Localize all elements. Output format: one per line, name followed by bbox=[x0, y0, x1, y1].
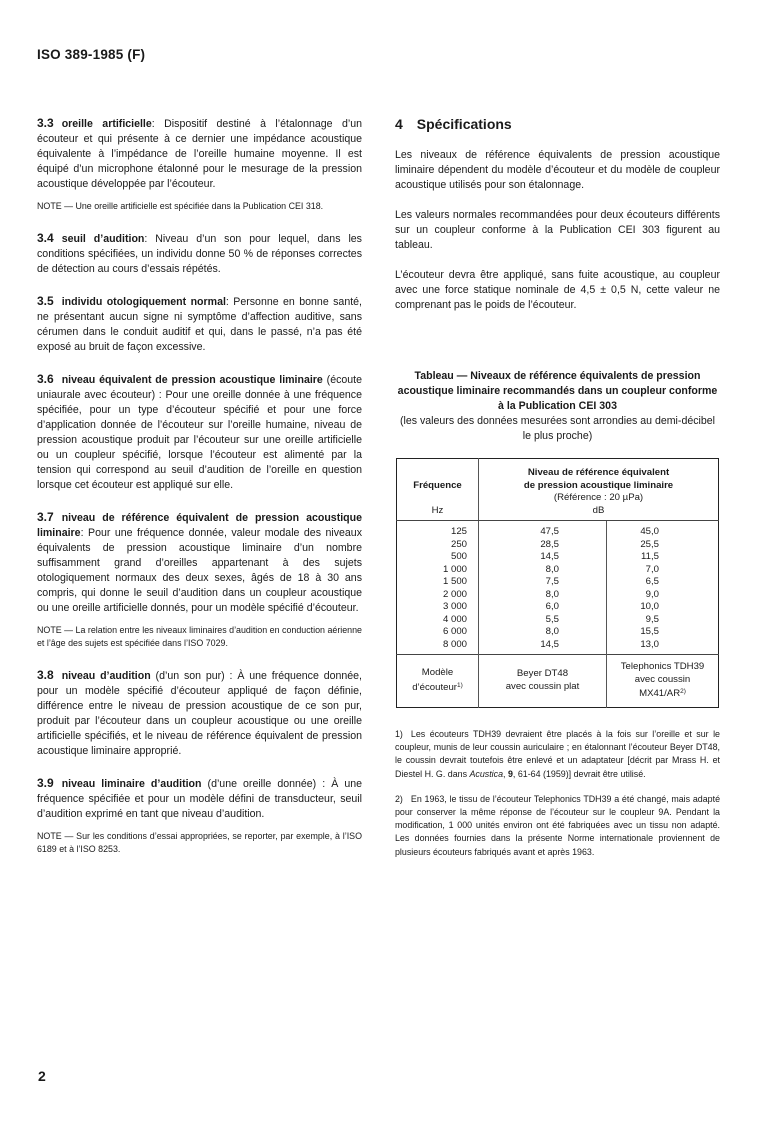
definition-text: : Dispositif destiné à l’étalonnage d’un écouteur et qui présente à ce dernier une impédance acoustique équivalente à l’impédance de l’oreille humaine moyenne. Il est équipé d’un microphone étalonné pour le mesurage de la pression acoustique développée par l’écouteur. bbox=[37, 118, 362, 190]
table-cell: 14,5 bbox=[540, 551, 559, 562]
table-cell: 14,5 bbox=[540, 638, 559, 650]
frequency-header: Fréquence Hz bbox=[397, 459, 479, 521]
table-cell: 8,0 bbox=[545, 563, 559, 575]
term: niveau de référence équivalent de pression acoustique liminaire bbox=[37, 512, 362, 539]
frequency-column bbox=[397, 521, 479, 655]
level-unit: dB bbox=[592, 504, 605, 516]
term: oreille artificielle bbox=[61, 118, 152, 130]
table-cell: 25,5 bbox=[640, 538, 659, 550]
table-cell: 28,5 bbox=[540, 538, 559, 550]
table-cell: 7,5 bbox=[545, 576, 559, 587]
tdh39-column bbox=[607, 521, 719, 655]
clause-number: 3.4 bbox=[37, 231, 54, 245]
table-cell: 9,0 bbox=[645, 588, 659, 600]
table-cell: 9,5 bbox=[645, 613, 659, 625]
document-id: ISO 389-1985 (F) bbox=[37, 47, 146, 62]
definition-text: : Pour une fréquence donnée, valeur modale des niveaux équivalents de pression acoustique liminaire d’un nombre suffisamment grand d’oreilles appartenant à des sujets otologiquement normaux des deux sexes, âgés de 18 à 30 ans compris, qui donne le seuil d’audition dans un coupleur acoustique ou une oreille artificielle donnés, pour un modèle spécifié d’écouteur. bbox=[37, 527, 362, 614]
definition-text: (d’un son pur) : À une fréquence donnée, pour un modèle spécifié d’écouteur appliqué de façon définie, différence entre le niveau de pression acoustique de ce son pur, produit par l’écouteur dans un coupleur acoustique ou une oreille artificielle spécifiés, et le niveau de référence équivalent de pression acoustique liminaire approprié. bbox=[37, 670, 363, 757]
definition-3-8 bbox=[37, 668, 362, 759]
table-cell: 125 bbox=[450, 526, 467, 537]
clause-number: 3.5 bbox=[37, 294, 54, 308]
spec-paragraph-2: Les valeurs normales recommandées pour deux écouteurs différents sur un coupleur conforme à la Publication CEI 303 figurent au tableau. bbox=[395, 209, 720, 251]
table-cell: 4 000 bbox=[442, 613, 467, 625]
dt48-column bbox=[479, 521, 607, 655]
table-cell: 5,5 bbox=[545, 613, 559, 625]
table-title: Tableau — Niveaux de référence équivalents de pression acoustique liminaire recommandés dans un coupleur conforme à la Publication CEI 303 bbox=[397, 370, 718, 412]
model-label-cell: Modèle d’écouteur$^{1)}$ bbox=[397, 655, 479, 708]
table-cell: 250 bbox=[450, 538, 467, 550]
table-cell: 8,0 bbox=[545, 588, 559, 600]
definition-text: : Personne en bonne santé, ne présentant aucun signe ni symptôme d’affection auditive, sans cérumen dans le conduit auditif et qui, dans le passé, n’a pas été exposé au bruit de façon excessive. bbox=[37, 296, 362, 353]
definition-3-6 bbox=[37, 372, 362, 493]
table-cell: 8 000 bbox=[442, 638, 467, 650]
table-footnotes bbox=[395, 728, 720, 871]
definition-3-7 bbox=[37, 510, 362, 616]
table-cell: 500 bbox=[450, 551, 467, 562]
journal-volume: 9 bbox=[507, 768, 513, 779]
definition-text: : Niveau d’un son pour lequel, dans les conditions spécifiées, un individu donne 50 % de réponses correctes de détection au cours d’essais répétés. bbox=[37, 233, 362, 275]
table-cell: 3 000 bbox=[442, 601, 467, 612]
earphone-model-row bbox=[397, 655, 719, 708]
note-3-9: NOTE — Sur les conditions d’essai appropriées, se reporter, par exemple, à l’ISO 6189 et à l’ISO 8253. bbox=[37, 831, 362, 854]
model-tdh39-cell: Telephonics TDH39 avec coussin MX41/AR$^{2)}$ bbox=[607, 655, 719, 708]
spec-paragraph-3: L’écouteur devra être appliqué, sans fuite acoustique, au coupleur avec une force statique nominale de 4,5 ± 0,5 N, cette valeur ne comprenant pas le poids de l’écouteur. bbox=[395, 269, 720, 311]
table-cell: 47,5 bbox=[540, 526, 559, 537]
definition-text: (écoute uniaurale avec écouteur) : Pour une oreille donnée à une fréquence spécifiée, pour un type d’écouteur spécifié et pour une force d’application donnée de l’écouteur sur l’oreille humaine, niveau de pression acoustique produit par l’écouteur sur une oreille artificielle ou un coupleur spécifié, lorsque l’écouteur est alimenté par la tension qui correspond au seuil d’audition de l’oreille en question lorsque cet écouteur est appliqué sur elle. bbox=[37, 374, 362, 491]
table-subtitle: (les valeurs des données mesurées sont arrondies au demi-décibel le plus proche) bbox=[399, 415, 716, 442]
right-column bbox=[395, 116, 720, 444]
table-data-block bbox=[397, 521, 719, 655]
clause-number: 3.7 bbox=[37, 510, 54, 524]
table-cell: 6,0 bbox=[545, 601, 559, 612]
page-number: 2 bbox=[38, 1068, 46, 1084]
footnote-ref-1: 1) bbox=[457, 681, 463, 689]
table-cell: 1 000 bbox=[442, 563, 467, 575]
clause-number: 3.8 bbox=[37, 668, 54, 682]
note-3-7: NOTE — La relation entre les niveaux liminaires d’audition en conduction aérienne et l’âge des sujets est spécifiée dans l’ISO 7029. bbox=[37, 625, 362, 648]
frequency-unit: Hz bbox=[431, 504, 444, 516]
definition-text: (d’une oreille donnée) : À une fréquence spécifiée et pour un modèle défini de transducteur, seuil d’audition exprimé en tant que niveau d’audition. bbox=[37, 778, 362, 820]
reference-pressure: (Référence : 20 µPa) bbox=[553, 492, 644, 503]
table-cell: 1 500 bbox=[442, 576, 467, 587]
clause-number: 3.9 bbox=[37, 776, 54, 790]
left-column bbox=[37, 116, 362, 856]
section-title: Spécifications bbox=[416, 116, 512, 132]
table-caption bbox=[395, 369, 720, 444]
term: niveau liminaire d’audition bbox=[61, 778, 202, 790]
term: niveau d’audition bbox=[61, 670, 151, 682]
model-dt48-cell: Beyer DT48 avec coussin plat bbox=[479, 655, 607, 708]
level-header: Niveau de référence équivalent de pression acoustique liminaire (Référence : 20 µPa) dB bbox=[479, 459, 719, 521]
table-cell: 11,5 bbox=[641, 551, 659, 562]
definition-3-3 bbox=[37, 116, 362, 192]
table-cell: 10,0 bbox=[640, 601, 659, 612]
clause-number: 3.3 bbox=[37, 116, 54, 130]
reference-levels-table bbox=[396, 458, 719, 708]
note-3-3: NOTE — Une oreille artificielle est spécifiée dans la Publication CEI 318. bbox=[37, 201, 324, 211]
table-cell: 2 000 bbox=[442, 588, 467, 600]
footnote-ref-2: 2) bbox=[680, 688, 686, 695]
table-header-row bbox=[397, 459, 719, 521]
section-number: 4 bbox=[395, 116, 403, 132]
table-cell: 8,0 bbox=[545, 626, 559, 637]
table-cell: 15,5 bbox=[640, 626, 659, 637]
term: individu otologiquement normal bbox=[61, 296, 226, 308]
definition-3-5 bbox=[37, 294, 362, 355]
footnote-2: 2) En 1963, le tissu de l’écouteur Telephonics TDH39 a été changé, mais adapté pour conserver la même réponse de l’écouteur sur le coupleur 9A. Pendant la modification, 1 000 unités environ ont été fabriquées avec un tissu non adapté. Les données fournies dans la présente Norme internationale proviennent de plusieurs écouteurs fabriqués avant et après 1963. bbox=[395, 793, 720, 857]
table-cell: 7,0 bbox=[645, 563, 659, 575]
table-cell: 45,0 bbox=[640, 526, 659, 537]
table-cell: 6,5 bbox=[645, 576, 659, 587]
term: seuil d’audition bbox=[61, 233, 145, 245]
table-cell: 13,0 bbox=[640, 638, 659, 650]
footnote-1: 1) Les écouteurs TDH39 devraient être placés à la fois sur l’oreille et sur le coupleur, munis de leur coussin auriculaire ; en étalonnant l’écouteur Beyer DT48, le coussin devrait toutefois être enlevé et un adaptateur [décrit par Mrass H. et Diestel H. G. dans Acustica, 9, 61-64 (1959)] devrait être utilisé. bbox=[395, 729, 720, 779]
definition-3-9 bbox=[37, 776, 362, 822]
table-cell: 6 000 bbox=[442, 626, 467, 637]
definition-3-4 bbox=[37, 231, 362, 277]
spec-paragraph-1: Les niveaux de référence équivalents de pression acoustique liminaire dépendent du modèle d’écouteur et du modèle de coupleur acoustique utilisés pour son étalonnage. bbox=[395, 149, 720, 191]
section-heading bbox=[395, 116, 720, 132]
term: niveau équivalent de pression acoustique liminaire bbox=[61, 374, 323, 386]
journal-name: Acustica bbox=[469, 768, 504, 779]
clause-number: 3.6 bbox=[37, 372, 54, 386]
